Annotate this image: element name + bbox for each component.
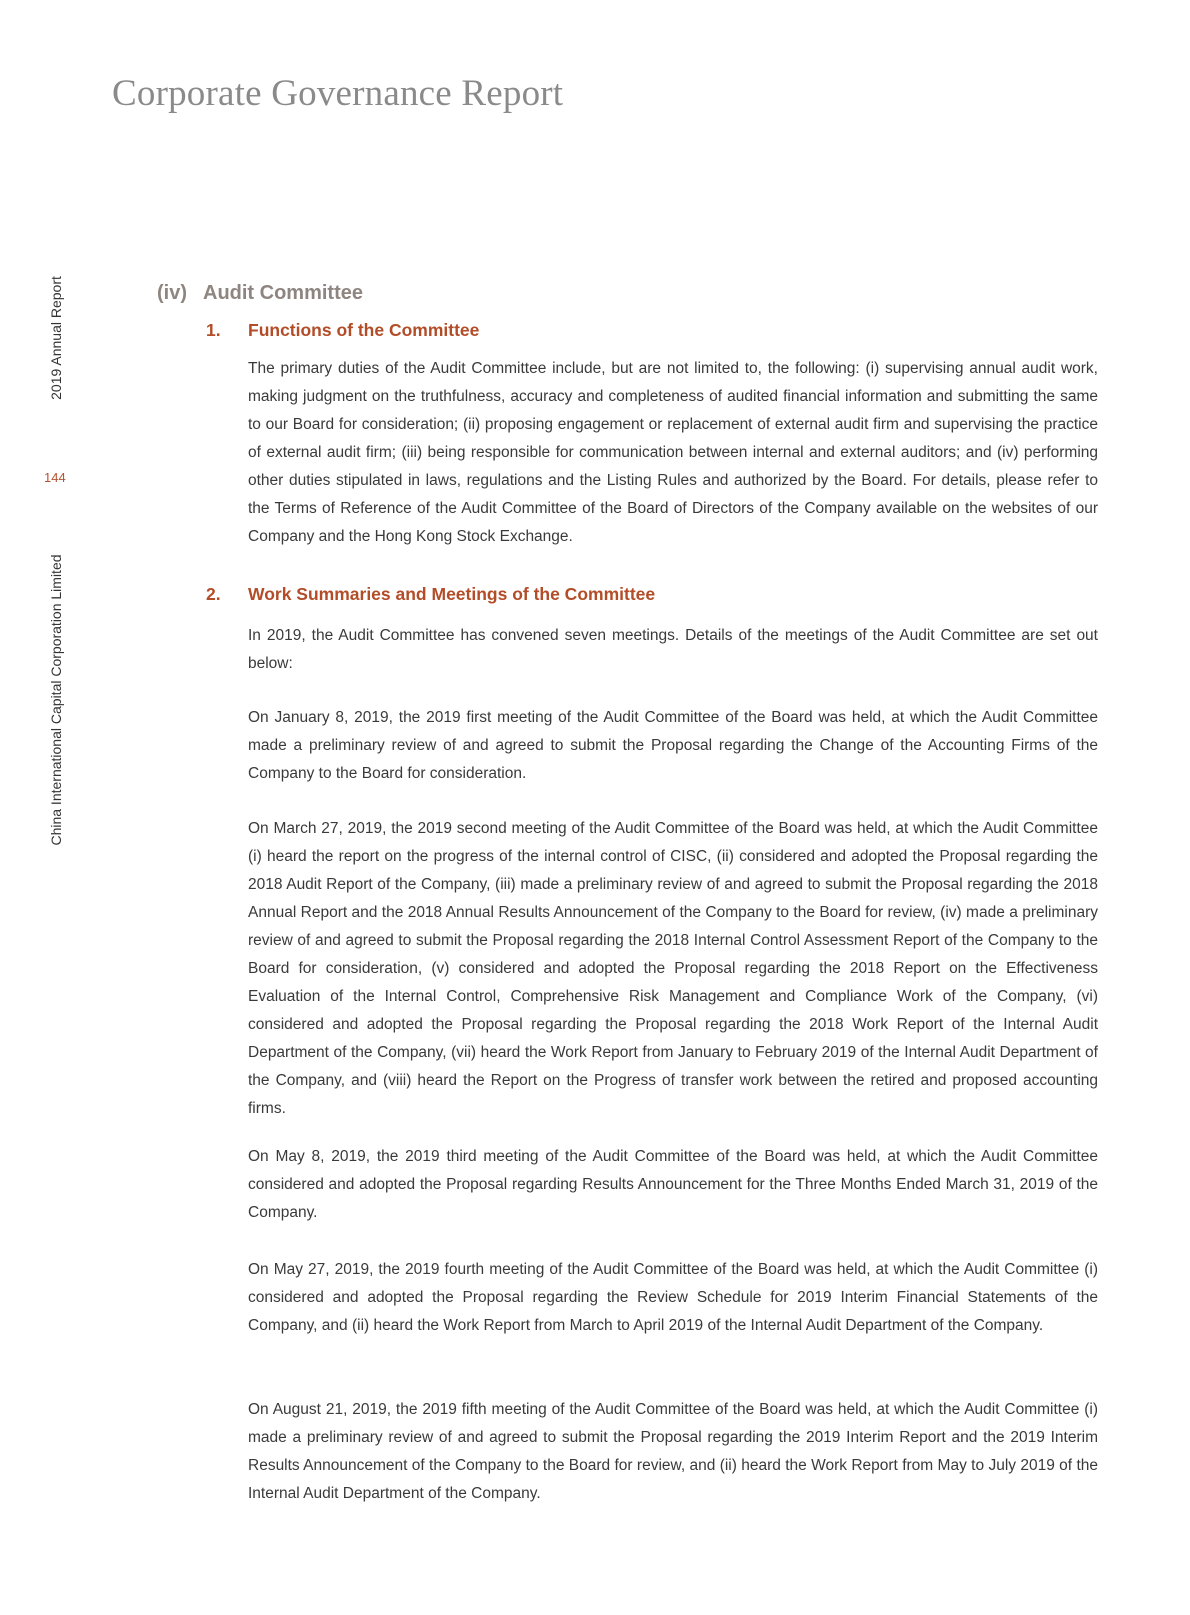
company-name: China International Capital Corporation Limited [48,554,64,846]
report-name: 2019 Annual Report [48,276,64,400]
paragraph: The primary duties of the Audit Committee include, but are not limited to, the following: (i) supervising annual audit work, making judgment on the truthfulness, accuracy and completeness of audited financial information and submitting the same to our Board for consideration; (ii) proposing engagement or replacement of external audit firm and supervising the practice of external audit firm; (iii) being responsible for communication between internal and external auditors; and (iv) performing other duties stipulated in laws, regulations and the Listing Rules and authorized by the Board. For details, please refer to the Terms of Reference of the Audit Committee of the Board of Directors of the Company available on the websites of our Company and the Hong Kong Stock Exchange. [248,360,1098,545]
subsection-number: 1. [206,320,221,340]
subsection-title: Work Summaries and Meetings of the Committee [248,584,656,604]
page-number: 144 [44,470,66,485]
paragraph: On March 27, 2019, the 2019 second meeting of the Audit Committee of the Board was held, at which the Audit Committee (i) heard the report on the progress of the internal control of CISC, (ii) considered and adopted the Proposal regarding the 2018 Audit Report of the Company, (iii) made a preliminary review of and agreed to submit the Proposal regarding the 2018 Annual Report and the 2018 Annual Results Announcement of the Company to the Board for review, (iv) made a preliminary review of and agreed to submit the Proposal regarding the 2018 Internal Control Assessment Report of the Company to the Board for consideration, (v) considered and adopted the Proposal regarding the 2018 Report on the Effectiveness Evaluation of the Internal Control, Comprehensive Risk Management and Compliance Work of the Company, (vi) considered and adopted the Proposal regarding the Proposal regarding the 2018 Work Report of the Internal Audit Department of the Company, (vii) heard the Work Report from January to February 2019 of the Internal Audit Department of the Company, and (viii) heard the Report on the Progress of transfer work between the retired and proposed accounting firms. [248,820,1098,1117]
paragraph: In 2019, the Audit Committee has convened seven meetings. Details of the meetings of the Audit Committee are set out below: [248,627,1098,672]
paragraph: On August 21, 2019, the 2019 fifth meeting of the Audit Committee of the Board was held, at which the Audit Committee (i) made a preliminary review of and agreed to submit the Proposal regarding the 2019 Interim Report and the 2019 Interim Results Announcement of the Company to the Board for review, and (ii) heard the Work Report from May to July 2019 of the Internal Audit Department of the Company. [248,1401,1098,1502]
section-title: Audit Committee [203,282,363,304]
subsection-number: 2. [206,584,221,604]
paragraph: On January 8, 2019, the 2019 first meeting of the Audit Committee of the Board was held, at which the Audit Committee made a preliminary review of and agreed to submit the Proposal regarding the Change of the Accounting Firms of the Company to the Board for consideration. [248,709,1098,782]
paragraph: On May 27, 2019, the 2019 fourth meeting of the Audit Committee of the Board was held, at which the Audit Committee (i) considered and adopted the Proposal regarding the Review Schedule for 2019 Interim Financial Statements of the Company, and (ii) heard the Work Report from March to April 2019 of the Internal Audit Department of the Company. [248,1261,1098,1334]
subsection-title: Functions of the Committee [248,320,480,340]
subsection-heading [206,584,655,605]
section-number: (iv) [157,282,187,304]
subsection-heading [206,320,479,341]
paragraph: On May 8, 2019, the 2019 third meeting of the Audit Committee of the Board was held, at which the Audit Committee considered and adopted the Proposal regarding Results Announcement for the Three Months Ended March 31, 2019 of the Company. [248,1148,1098,1221]
section-heading [157,282,363,305]
page-title: Corporate Governance Report [112,73,564,114]
